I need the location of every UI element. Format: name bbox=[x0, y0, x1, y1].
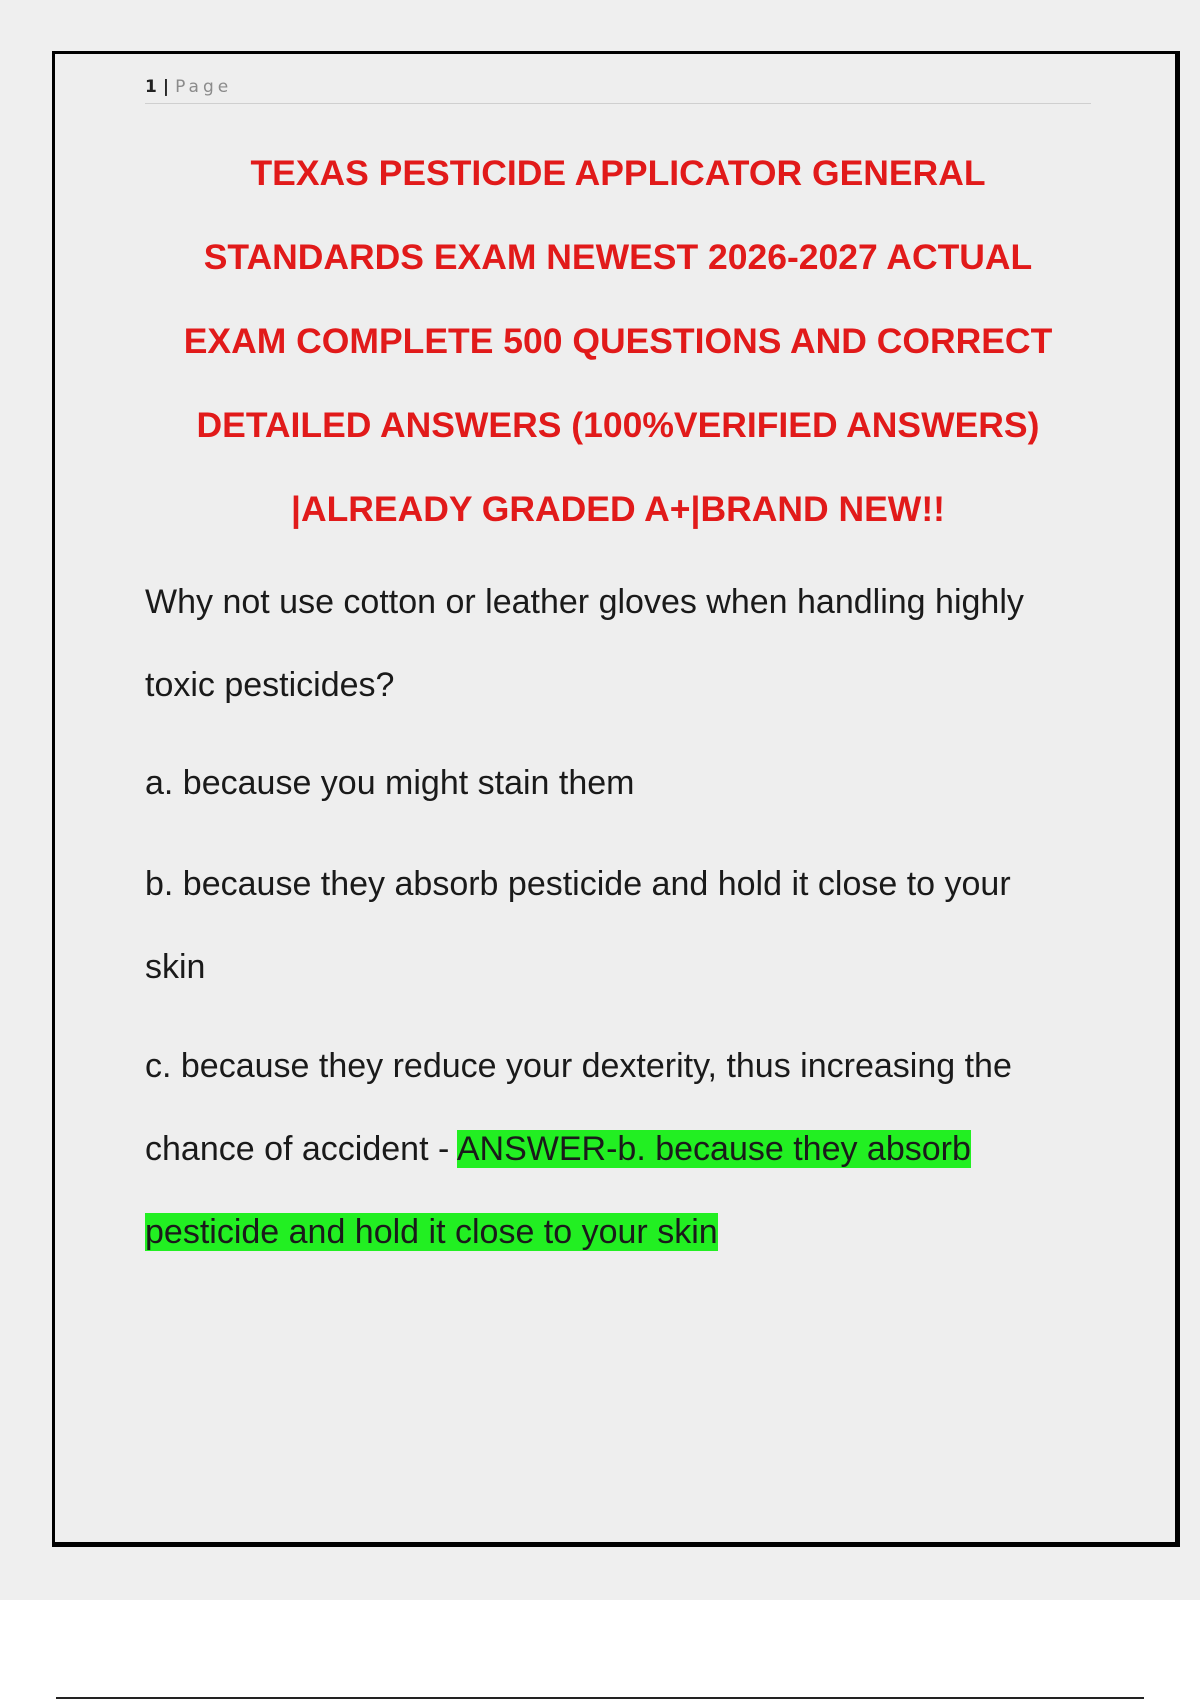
option-c-line-2 bbox=[145, 1108, 1091, 1191]
option-a-line-1: a. because you might stain them bbox=[145, 764, 635, 802]
title-line-4: DETAILED ANSWERS (100%VERIFIED ANSWERS) bbox=[196, 405, 1040, 445]
option-b-line-2: skin bbox=[145, 948, 206, 986]
question-line-1: Why not use cotton or leather gloves when handling highly bbox=[145, 583, 1024, 621]
page-separator: | bbox=[162, 77, 170, 97]
option-c-line-3 bbox=[145, 1191, 1091, 1274]
option-b bbox=[145, 843, 1091, 1009]
option-c bbox=[145, 1025, 1091, 1274]
answer-highlight-part-1: ANSWER-b. because they absorb bbox=[456, 1130, 971, 1168]
title-line-5: |ALREADY GRADED A+|BRAND NEW!! bbox=[291, 489, 945, 529]
answer-highlight-part-2: pesticide and hold it close to your skin bbox=[145, 1213, 718, 1251]
title-line-3: EXAM COMPLETE 500 QUESTIONS AND CORRECT bbox=[183, 321, 1053, 361]
option-a bbox=[145, 742, 1091, 825]
option-c-line-1: c. because they reduce your dexterity, thus increasing the bbox=[145, 1047, 1012, 1085]
page-header bbox=[145, 73, 1091, 104]
bottom-divider bbox=[56, 1697, 1144, 1699]
title-line-2: STANDARDS EXAM NEWEST 2026-2027 ACTUAL bbox=[203, 237, 1033, 277]
title-line-1: TEXAS PESTICIDE APPLICATOR GENERAL bbox=[250, 153, 986, 193]
document-title bbox=[145, 131, 1091, 551]
question-line-2: toxic pesticides? bbox=[145, 666, 395, 704]
page-number: 1 bbox=[145, 77, 157, 97]
option-b-line-1: b. because they absorb pesticide and hold it close to your bbox=[145, 865, 1011, 903]
question-text bbox=[145, 561, 1091, 727]
option-c-prefix: chance of accident - bbox=[145, 1130, 457, 1168]
page-label: Page bbox=[175, 77, 233, 97]
